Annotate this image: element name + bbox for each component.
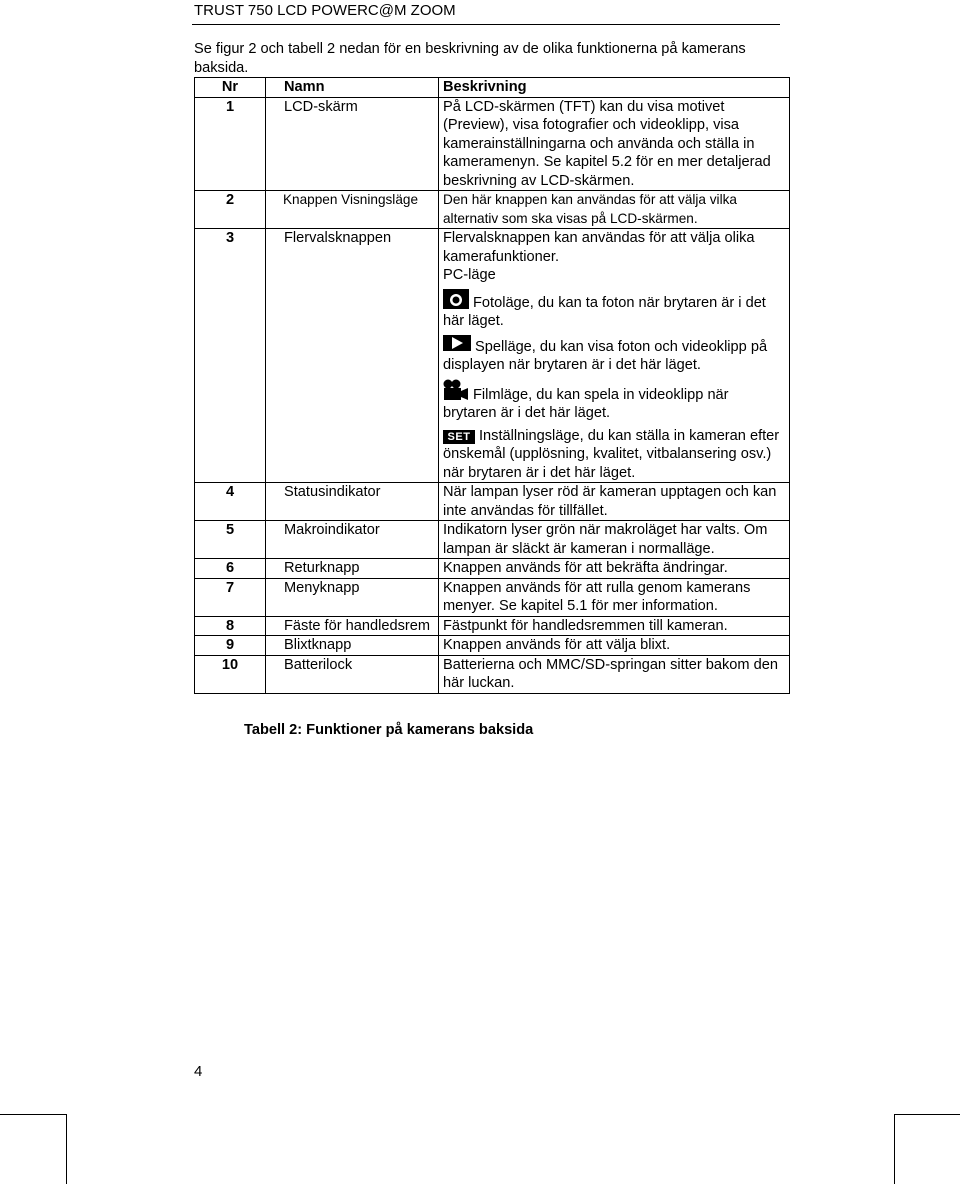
row-description: Indikatorn lyser grön när makroläget har valts. Om lampan är släckt är kameran i normalläge. [439, 521, 790, 559]
table-row [195, 578, 790, 616]
film-camera-icon [443, 379, 469, 401]
row-name: Statusindikator [266, 483, 439, 521]
table-row [195, 229, 790, 483]
table-row [195, 97, 790, 191]
row-number: 9 [195, 636, 266, 656]
table-row [195, 616, 790, 636]
row-description: Knappen används för att bekräfta ändringar. [439, 559, 790, 579]
row-number: 4 [195, 483, 266, 521]
row-name: Batterilock [266, 655, 439, 693]
film-mode-text: Filmläge, du kan spela in videoklipp när brytaren är i det här läget. [443, 386, 729, 421]
table-caption: Tabell 2: Funktioner på kamerans baksida [244, 722, 534, 738]
row-name: Makroindikator [266, 521, 439, 559]
row-description: Knappen används för att rulla genom kamerans menyer. Se kapitel 5.1 för mer information. [439, 578, 790, 616]
row-description: Batterierna och MMC/SD-springan sitter bakom den här luckan. [439, 655, 790, 693]
photo-mode-item [443, 289, 786, 331]
table-row [195, 559, 790, 579]
table-row [195, 636, 790, 656]
play-icon [443, 335, 471, 351]
row-name: Fäste för handledsrem [266, 616, 439, 636]
crop-mark-left-v [66, 1114, 67, 1184]
intro-paragraph: Se figur 2 och tabell 2 nedan för en beskrivning av de olika funktionerna på kamerans baksida. [194, 41, 746, 76]
row-description: Fästpunkt för handledsremmen till kameran. [439, 616, 790, 636]
play-mode-item [443, 335, 786, 375]
row-number: 2 [195, 191, 266, 229]
row-number: 1 [195, 97, 266, 191]
table-row [195, 521, 790, 559]
header-rule [192, 24, 780, 25]
setup-mode-text: Inställningsläge, du kan ställa in kameran efter önskemål (upplösning, kvalitet, vitbalansering osv.) när brytaren är i det här läget. [443, 427, 780, 481]
row-description: Den här knappen kan användas för att välja vilka alternativ som ska visas på LCD-skärmen. [439, 191, 790, 229]
column-header-nr: Nr [195, 78, 266, 98]
row-name: Knappen Visningsläge [266, 191, 439, 229]
row-number: 8 [195, 616, 266, 636]
camera-icon [443, 289, 469, 309]
row-number: 3 [195, 229, 266, 483]
row-name: Menyknapp [266, 578, 439, 616]
crop-mark-left-h [0, 1114, 66, 1115]
row-number: 5 [195, 521, 266, 559]
row-number: 6 [195, 559, 266, 579]
row-description: På LCD-skärmen (TFT) kan du visa motivet (Preview), visa fotografier och videoklipp, visa kamerainställningarna och använda och ställa in kameramenyn. Se kapitel 5.2 för en mer detaljerad beskrivning av LCD-skärmen. [439, 97, 790, 191]
row-name: Flervalsknappen [266, 229, 439, 483]
table-row [195, 483, 790, 521]
row-name: Blixtknapp [266, 636, 439, 656]
column-header-description: Beskrivning [439, 78, 790, 98]
row-number: 7 [195, 578, 266, 616]
functions-table [194, 77, 790, 694]
table-row [195, 191, 790, 229]
setup-mode-item [443, 427, 786, 483]
row-name: LCD-skärm [266, 97, 439, 191]
page-number: 4 [194, 1063, 203, 1080]
row-number: 10 [195, 655, 266, 693]
play-mode-text: Spelläge, du kan visa foton och videoklipp på displayen när brytaren är i det här läget. [443, 338, 768, 373]
pc-mode-text: PC-läge [443, 267, 496, 283]
column-header-name: Namn [266, 78, 439, 98]
row-name: Returknapp [266, 559, 439, 579]
row-description: När lampan lyser röd är kameran upptagen och kan inte användas för tillfället. [439, 483, 790, 521]
crop-mark-right-h [894, 1114, 960, 1115]
page-header-title: TRUST 750 LCD POWERC@M ZOOM [194, 2, 456, 19]
crop-mark-right-v [894, 1114, 895, 1184]
row-description-modes [439, 229, 790, 483]
table-row [195, 655, 790, 693]
table-header-row [195, 78, 790, 98]
set-icon: SET [443, 430, 475, 444]
mode-intro: Flervalsknappen kan användas för att välja olika kamerafunktioner. [443, 230, 755, 265]
photo-mode-text: Fotoläge, du kan ta foton när brytaren är i det här läget. [443, 294, 766, 329]
film-mode-item [443, 379, 786, 423]
row-description: Knappen används för att välja blixt. [439, 636, 790, 656]
